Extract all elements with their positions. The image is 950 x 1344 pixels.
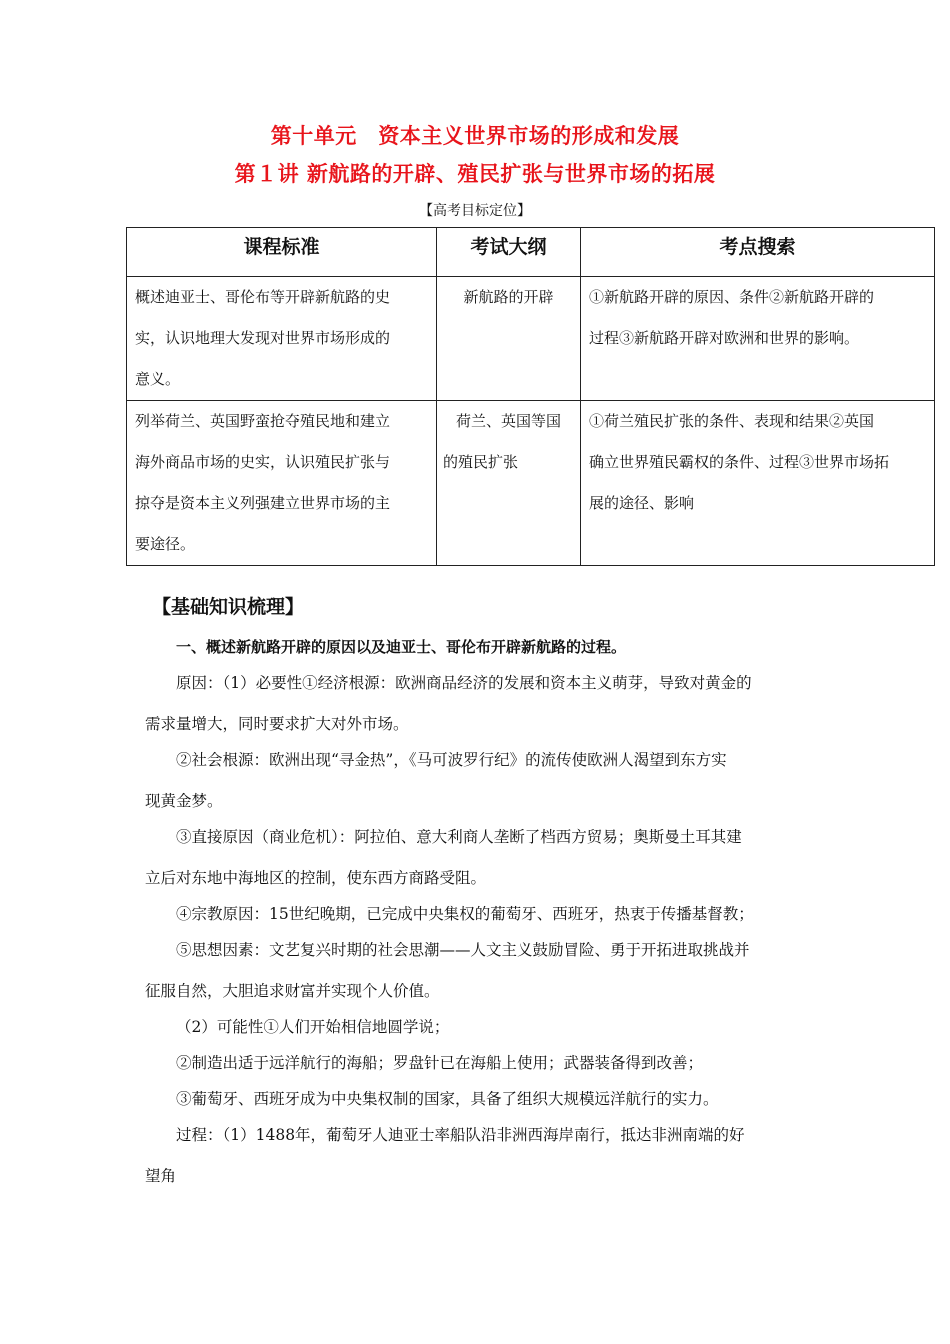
cell-syllabus [437,401,581,566]
body-line: ⑤思想因素：文艺复兴时期的社会思潮——人文主义鼓励冒险、勇于开拓进取挑战并 [176,941,750,959]
unit-title: 第十单元 资本主义世界市场的形成和发展 [270,124,680,148]
header-points: 考点搜索 [581,228,935,277]
table-header-row [127,228,935,277]
section-heading: 【基础知识梳理】 [152,596,305,618]
body-line: （2）可能性①人们开始相信地圆学说； [176,1018,450,1036]
body-line: 征服自然，大胆追求财富并实现个人价值。 [145,982,440,1000]
lesson-title: 第１讲 新航路的开辟、殖民扩张与世界市场的拓展 [234,162,716,186]
body-line: ②社会根源：欧洲出现“寻金热”，《马可波罗行纪》的流传使欧洲人渴望到东方实 [176,751,727,769]
cell-line: ①荷兰殖民扩张的条件、表现和结果②英国 [589,412,875,430]
cell-standard [127,401,437,566]
body-line: 现黄金梦。 [145,792,223,810]
body-line: ③直接原因（商业危机）：阿拉伯、意大利商人垄断了档西方贸易；奥斯曼土耳其建 [176,828,742,846]
cell-syllabus [437,277,581,401]
cell-points [581,401,935,566]
cell-line: 列举荷兰、英国野蛮抢夺殖民地和建立 [135,412,391,430]
table-row [127,401,935,566]
body-line: 需求量增大，同时要求扩大对外市场。 [145,715,409,733]
cell-line: 要途径。 [135,535,196,553]
section-subheading: 一、概述新航路开辟的原因以及迪亚士、哥伦布开辟新航路的过程。 [176,638,627,656]
cell-line: 的殖民扩张 [443,453,519,471]
cell-points [581,277,935,401]
cell-line: 展的途径、影响 [589,494,695,512]
cell-line: 意义。 [135,370,181,388]
header-syllabus: 考试大纲 [437,228,581,277]
table-row [127,277,935,401]
cell-line: 确立世界殖民霸权的条件、过程③世界市场拓 [589,453,890,471]
body-line: 望角 [145,1167,177,1185]
body-line: 原因：（1）必要性①经济根源：欧洲商品经济的发展和资本主义萌芽，导致对黄金的 [176,674,752,692]
body-line: ②制造出适于远洋航行的海船；罗盘针已在海船上使用；武器装备得到改善； [176,1054,704,1072]
cell-line: 实，认识地理大发现对世界市场形成的 [135,329,391,347]
cell-line: 海外商品市场的史实，认识殖民扩张与 [135,453,391,471]
body-line: ③葡萄牙、西班牙成为中央集权制的国家，具备了组织大规模远洋航行的实力。 [176,1090,719,1108]
target-label: 【高考目标定位】 [419,203,531,219]
cell-line: 掠夺是资本主义列强建立世界市场的主 [135,494,391,512]
curriculum-table [126,227,935,566]
cell-standard [127,277,437,401]
body-line: 过程：（1）1488年，葡萄牙人迪亚士率船队沿非洲西海岸南行，抵达非洲南端的好 [176,1126,745,1144]
cell-line: ①新航路开辟的原因、条件②新航路开辟的 [589,288,875,306]
cell-line: 过程③新航路开辟对欧洲和世界的影响。 [589,329,860,347]
body-line: ④宗教原因：15世纪晚期，已完成中央集权的葡萄牙、西班牙，热衷于传播基督教； [176,905,754,923]
header-standard: 课程标准 [127,228,437,277]
cell-line: 新航路的开辟 [463,288,554,306]
cell-line: 概述迪亚士、哥伦布等开辟新航路的史 [135,288,391,306]
cell-line: 荷兰、英国等国 [455,412,561,430]
body-line: 立后对东地中海地区的控制，使东西方商路受阻。 [145,869,487,887]
